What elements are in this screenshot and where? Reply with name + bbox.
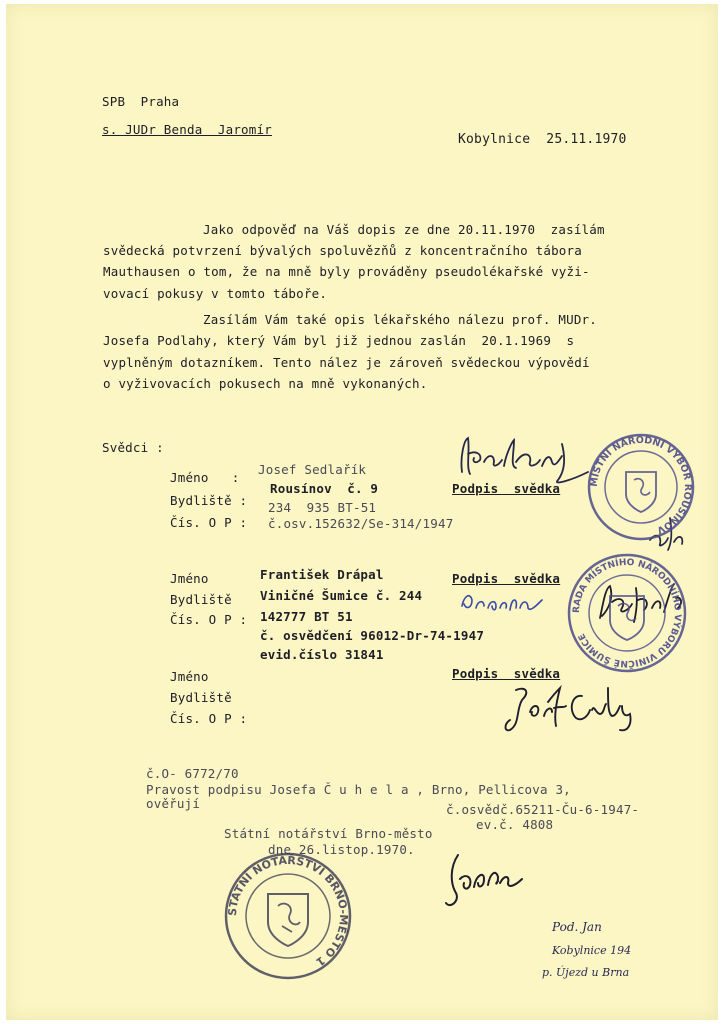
notary-office: Státní notářství Brno-město bbox=[224, 826, 433, 841]
notary-cert-1: č.osvědč.65211-Ču-6-1947- bbox=[446, 802, 640, 817]
body-line: o vyživovacích pokusech na mně vykonaných. bbox=[103, 376, 428, 391]
witness2-name-label: Jméno bbox=[170, 571, 209, 586]
stamp-notary-brno bbox=[222, 850, 354, 982]
witness2-name: František Drápal bbox=[260, 567, 384, 582]
sender-line-1: SPB Praha bbox=[102, 94, 180, 109]
notary-signature bbox=[436, 849, 526, 914]
notary-date: dne 26.listop.1970. bbox=[268, 842, 415, 857]
handwritten-note-3: p. Újezd u Brna bbox=[542, 966, 630, 979]
witness1-signature bbox=[454, 432, 604, 487]
body-line: vovací pokusy v tomto táboře. bbox=[103, 286, 328, 301]
witness1-name-label: Jméno : bbox=[170, 470, 240, 485]
handwritten-note-1: Pod. Jan bbox=[552, 920, 602, 934]
svg-text:RADA MÍSTNÍHO NÁRODNÍHO VÝBORU: RADA MÍSTNÍHO NÁRODNÍHO VÝBORU VINIČNÉ ŠUMICE bbox=[571, 557, 683, 669]
handwritten-note-2: Kobylnice 194 bbox=[552, 944, 632, 957]
witness1-id2: č.osv.152632/Se-314/1947 bbox=[268, 516, 454, 531]
witnesses-heading: Svědci : bbox=[102, 440, 164, 455]
witness3-signature bbox=[496, 680, 646, 736]
witness3-residence-label: Bydliště bbox=[170, 690, 232, 705]
witness2-id-label: Čís. O P : bbox=[170, 612, 248, 627]
witness1-id-label: Čís. O P : bbox=[170, 515, 248, 530]
svg-text:STÁTNÍ NOTÁŘSTVÍ BRNO-MĚSTO 1: STÁTNÍ NOTÁŘSTVÍ BRNO-MĚSTO 1 bbox=[225, 853, 351, 969]
document-page bbox=[6, 4, 718, 1020]
witness2-id1: 142777 BT 51 bbox=[260, 609, 353, 624]
stamp-vinicne-sumice bbox=[566, 552, 688, 674]
svg-text:MÍSTNÍ NÁRODNÍ VÝBOR ROUSÍNOV: MÍSTNÍ NÁRODNÍ VÝBOR ROUSÍNOV bbox=[588, 434, 694, 536]
witness2-residence-label: Bydliště bbox=[170, 592, 232, 607]
witness2-id2: č. osvědčení 96012-Dr-74-1947 bbox=[260, 628, 485, 643]
notary-line-2: ověřují bbox=[146, 796, 201, 811]
witness3-signature-label: Podpis svědka bbox=[452, 666, 561, 681]
notary-ref: č.O- 6772/70 bbox=[146, 766, 239, 781]
stamp-rousinov bbox=[586, 432, 696, 542]
body-line: Zasílám Vám také opis lékařského nálezu prof. MUDr. bbox=[203, 312, 598, 327]
notary-line-1: Pravost podpisu Josefa Č u h e l a , Brno, Pellicova 3, bbox=[146, 782, 571, 797]
sender-line-2: s. JUDr Benda Jaromír bbox=[102, 122, 272, 137]
witness1-signature-label: Podpis svědka bbox=[452, 481, 561, 496]
witness2-residence: Viničné Šumice č. 244 bbox=[260, 588, 423, 603]
witness1-id1: 234 935 BT-51 bbox=[268, 500, 377, 515]
witness2-signature-label: Podpis svědka bbox=[452, 571, 561, 586]
place-date: Kobylnice 25.11.1970 bbox=[458, 132, 627, 147]
witness3-name-label: Jméno bbox=[170, 669, 209, 684]
notary-cert-2: ev.č. 4808 bbox=[476, 817, 554, 832]
body-line: vyplněným dotazníkem. Tento nález je zároveň svědeckou výpovědí bbox=[103, 355, 590, 370]
witness1-name: Josef Sedlařík bbox=[258, 462, 367, 477]
body-line: Jako odpověď na Váš dopis ze dne 20.11.1970 zasílám bbox=[203, 222, 605, 237]
body-line: svědecká potvrzení bývalých spoluvězňů z koncentračního tábora bbox=[103, 243, 582, 258]
witness3-id-label: Čís. O P : bbox=[170, 711, 248, 726]
witness1-residence-label: Bydliště : bbox=[170, 493, 248, 508]
body-line: Mauthausen o tom, že na mně byly prováděny pseudolékařské vyži- bbox=[103, 264, 590, 279]
witness1-residence: Rousínov č. 9 bbox=[270, 481, 379, 496]
witness2-signature-blue bbox=[458, 586, 548, 616]
witness2-id3: evid.číslo 31841 bbox=[260, 647, 384, 662]
body-line: Josefa Podlahy, který Vám byl již jednou zaslán 20.1.1969 s bbox=[103, 333, 575, 348]
